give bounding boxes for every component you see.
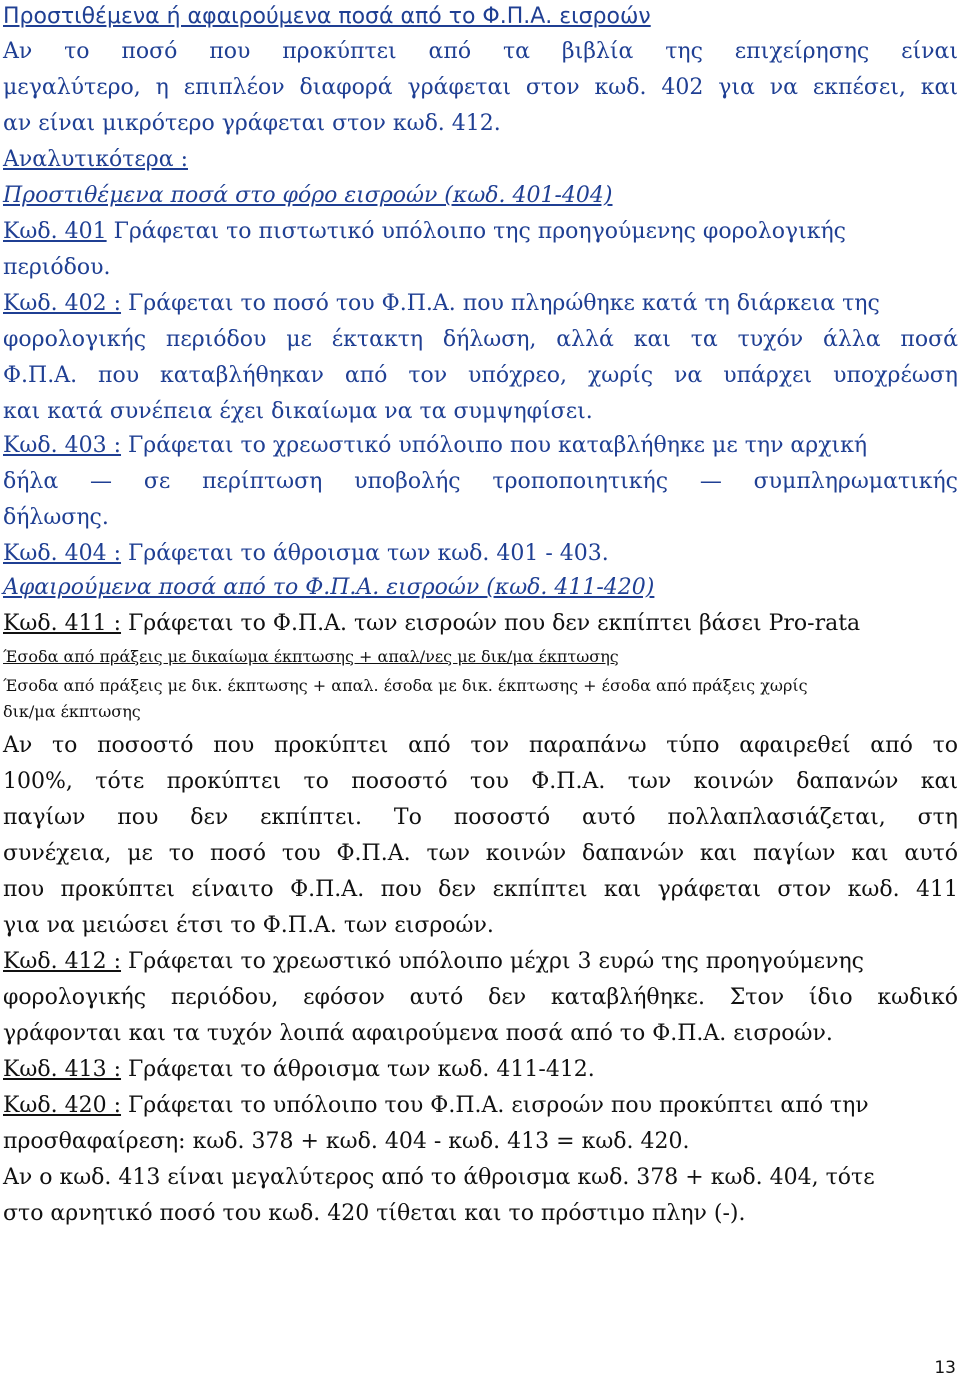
- closing-line-2: στο αρνητικό ποσό του κωδ. 420 τίθεται και το πρόστιμο πλην (-).: [3, 1201, 746, 1226]
- code-403-line-2: δήλα — σε περίπτωση υποβολής τροποποιητικής — συμπληρωματικής: [3, 469, 958, 494]
- code-401-label: Κωδ. 401: [3, 219, 107, 244]
- code-401-text: Γράφεται το πιστωτικό υπόλοιπο της προηγούμενης φορολογικής: [106, 219, 846, 244]
- code-403-label: Κωδ. 403 :: [3, 433, 122, 458]
- prorata-para-2: 100%, τότε προκύπτει το ποσοστό του Φ.Π.Α. των κοινών δαπανών και: [3, 769, 958, 794]
- code-404-label: Κωδ. 404 :: [3, 541, 122, 566]
- subtracted-amounts-heading: Αφαιρούμενα ποσά από το Φ.Π.Α. εισροών (κωδ. 411-420): [3, 575, 655, 600]
- prorata-para-3: παγίων που δεν εκπίπτει. Το ποσοστό αυτό πολλαπλασιάζεται, στη: [3, 805, 958, 830]
- code-420-text: Γράφεται το υπόλοιπο του Φ.Π.Α. εισροών που προκύπτει από την: [121, 1093, 869, 1118]
- code-411-line: [3, 609, 958, 639]
- code-420-line: [3, 1091, 958, 1121]
- code-403-line: [3, 431, 958, 461]
- page-number: 13: [934, 1358, 956, 1378]
- code-403-line-3: δήλωσης.: [3, 505, 109, 530]
- code-403-text: Γράφεται το χρεωστικό υπόλοιπο που καταβλήθηκε με την αρχική: [121, 433, 868, 458]
- code-412-line: [3, 947, 958, 977]
- code-404-text: Γράφεται το άθροισμα των κωδ. 401 - 403.: [121, 541, 609, 566]
- detail-label: Αναλυτικότερα :: [3, 147, 188, 172]
- code-401-line: [3, 217, 958, 247]
- code-411-text: Γράφεται το Φ.Π.Α. των εισροών που δεν εκπίπτει βάσει Pro-rata: [121, 611, 861, 636]
- code-402-text: Γράφεται το ποσό του Φ.Π.Α. που πληρώθηκε κατά τη διάρκεια της: [121, 291, 880, 316]
- code-412-text: Γράφεται το χρεωστικό υπόλοιπο μέχρι 3 ευρώ της προηγούμενης: [121, 949, 864, 974]
- code-413-line: [3, 1055, 958, 1085]
- prorata-para-4: συνέχεια, με το ποσό του Φ.Π.Α. των κοινών δαπανών και παγίων και αυτό: [3, 841, 958, 866]
- code-413-text: Γράφεται το άθροισμα των κωδ. 411-412.: [121, 1057, 595, 1082]
- closing-line-1: Αν ο κωδ. 413 είναι μεγαλύτερος από το άθροισμα κωδ. 378 + κωδ. 404, τότε: [3, 1165, 875, 1190]
- intro-line-1: Αν το ποσό που προκύπτει από τα βιβλία της επιχείρησης είναι: [3, 39, 958, 64]
- code-402-line-2: φορολογικής περιόδου με έκτακτη δήλωση, αλλά και τα τυχόν άλλα ποσά: [3, 327, 958, 352]
- intro-line-3: αν είναι μικρότερο γράφεται στον κωδ. 412.: [3, 111, 501, 136]
- code-401-cont: περιόδου.: [3, 255, 111, 280]
- prorata-formula-denominator-1: Έσοδα από πράξεις με δικ. έκπτωσης + απαλ. έσοδα με δικ. έκπτωσης + έσοδα από πράξεις χωρίς: [3, 676, 808, 695]
- prorata-para-1: Αν το ποσοστό που προκύπτει από τον παραπάνω τύπο αφαιρεθεί από το: [3, 733, 958, 758]
- intro-line-2: μεγαλύτερο, η επιπλέον διαφορά γράφεται στον κωδ. 402 για να εκπέσει, και: [3, 75, 958, 100]
- code-402-line: [3, 289, 958, 319]
- prorata-para-6: για να μειώσει έτσι το Φ.Π.Α. των εισροών.: [3, 913, 494, 938]
- added-amounts-heading: Προστιθέμενα ποσά στο φόρο εισροών (κωδ. 401-404): [3, 183, 613, 208]
- code-411-label: Κωδ. 411 :: [3, 611, 122, 636]
- code-412-label: Κωδ. 412 :: [3, 949, 122, 974]
- code-420-label: Κωδ. 420 :: [3, 1093, 122, 1118]
- prorata-formula-denominator-2: δικ/μα έκπτωσης: [3, 702, 141, 721]
- code-413-label: Κωδ. 413 :: [3, 1057, 122, 1082]
- prorata-para-5: που προκύπτει είναιτο Φ.Π.Α. που δεν εκπίπτει και γράφεται στον κωδ. 411: [3, 877, 958, 902]
- code-404-line: [3, 539, 958, 569]
- code-402-line-4: και κατά συνέπεια έχει δικαίωμα να τα συμψηφίσει.: [3, 399, 593, 424]
- code-402-label: Κωδ. 402 :: [3, 291, 122, 316]
- code-412-line-3: γράφονται και τα τυχόν λοιπά αφαιρούμενα ποσά από το Φ.Π.Α. εισροών.: [3, 1021, 833, 1046]
- code-420-line-2: προσθαφαίρεση: κωδ. 378 + κωδ. 404 - κωδ. 413 = κωδ. 420.: [3, 1129, 690, 1154]
- code-412-line-2: φορολογικής περιόδου, εφόσον αυτό δεν καταβλήθηκε. Στον ίδιο κωδικό: [3, 985, 958, 1010]
- page-title: Προστιθέμενα ή αφαιρούμενα ποσά από το Φ.Π.Α. εισροών: [3, 4, 651, 29]
- prorata-formula-numerator: Έσοδα από πράξεις με δικαίωμα έκπτωσης + απαλ/νες με δικ/μα έκπτωσης: [3, 647, 619, 666]
- code-402-line-3: Φ.Π.Α. που καταβλήθηκαν από τον υπόχρεο, χωρίς να υπάρχει υποχρέωση: [3, 363, 958, 388]
